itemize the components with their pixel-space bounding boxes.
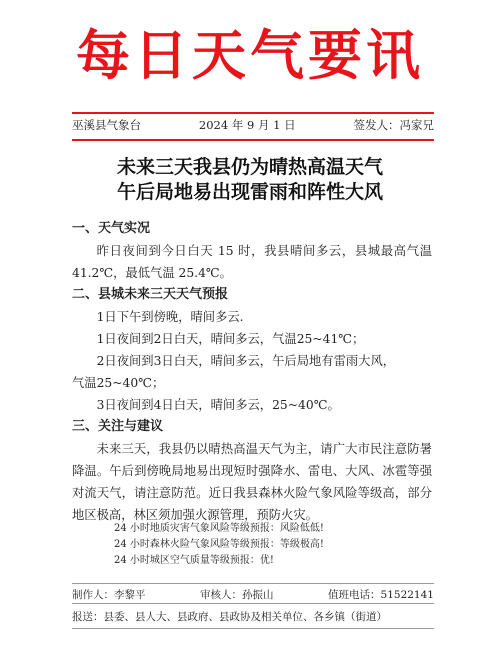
staff-row: [72, 587, 434, 602]
advice-paragraph: 未来三天，我县仍以晴热高温天气为主，请广大市民注意防暑降温。午后到傍晚局地易出现短时强降水、雷电、大风、冰雹等强对流天气，请注意防范。近日我县森林火险气象风险等级高，部分地区极高，林区须加强火源管理，预防火灾。: [72, 442, 432, 522]
forecast-line: 1日夜间到2日白天，晴间多云，气温25~41℃；: [96, 332, 365, 346]
footer-divider-top: [72, 583, 434, 584]
forecast-line: 2日夜间到3日白天，晴间多云，午后局地有雷雨大风，: [96, 354, 396, 368]
warning-air-quality: 24 小时城区空气质量等级预报：优!: [114, 555, 274, 566]
headline: [0, 155, 500, 205]
report-body: [72, 218, 432, 526]
issuer: 签发人：冯家兄: [353, 118, 434, 132]
reviewer: 审核人：孙振山: [200, 589, 274, 601]
issue-date: 2024 年 9 月 1 日: [198, 118, 296, 132]
distribution-list: 报送：县委、县人大、县政府、县政协及相关单位、各乡镇（街道）: [72, 611, 387, 623]
section-title-forecast: 二、县城未来三天天气预报: [72, 287, 229, 302]
observation-paragraph: 昨日夜间到今日白天 15 时，我县晴间多云，县城最高气温 41.2℃，最低气温 25.4℃。: [72, 244, 432, 280]
top-divider: [72, 112, 434, 114]
duty-phone: 值班电话：51522141: [328, 589, 434, 601]
meta-row: [72, 117, 434, 133]
meta-divider: [72, 139, 434, 141]
footer-divider-mid: [72, 603, 434, 604]
footer-divider-bottom: [72, 628, 434, 629]
risk-warnings: [114, 521, 434, 569]
headline-line-2: 午后局地易出现雷雨和阵性大风: [116, 181, 383, 203]
section-title-advice: 三、关注与建议: [72, 419, 164, 434]
maker: 制作人：李黎平: [72, 589, 146, 601]
warning-geologic: 24 小时地质灾害气象风险等级预报：风险低低!: [114, 523, 324, 534]
forecast-line: 1日下午到傍晚，晴间多云.: [96, 310, 244, 324]
forecast-line: 3日夜间到4日白天，晴间多云，25~40℃。: [96, 398, 340, 412]
masthead-title: 每日天气要讯: [76, 24, 424, 87]
headline-line-1: 未来三天我县仍为晴热高温天气: [116, 156, 383, 178]
agency-name: 巫溪县气象台: [72, 118, 141, 132]
section-title-observation: 一、天气实况: [72, 221, 151, 236]
forecast-line: 气温25~40℃；: [72, 376, 165, 390]
warning-forest-fire: 24 小时森林火险气象风险等级预报：等级极高!: [114, 539, 324, 550]
